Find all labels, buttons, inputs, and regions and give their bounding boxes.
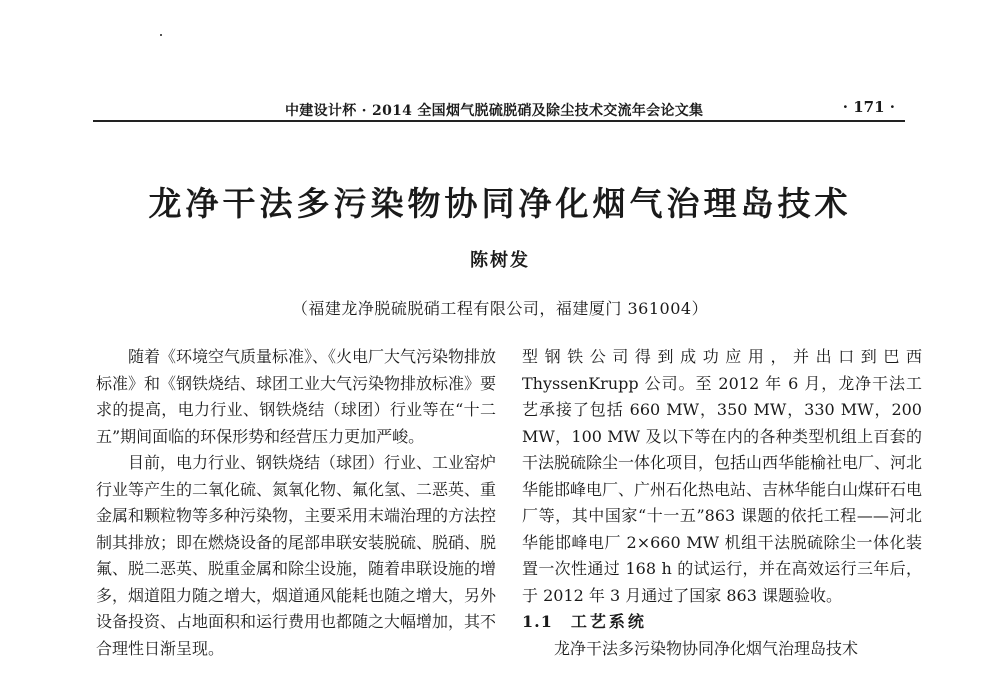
body-paragraph-start: 龙净干法多污染物协同净化烟气治理岛技术 (554, 638, 859, 658)
section-heading (522, 609, 922, 636)
affiliation: （福建龙净脱硫脱硝工程有限公司，福建厦门 361004） (291, 299, 709, 318)
scan-speck (160, 34, 162, 36)
body-paragraph: 目前，电力行业、钢铁烧结（球团）行业、工业窑炉行业等产生的二氧化硫、氮氧化物、氟化氢、二恶英、重金属和颗粒物等多种污染物，主要采用末端治理的方法控制其排放；即在燃烧设备的尾部串联安装脱硫、脱硝、脱氟、脱二恶英、脱重金属和除尘设施，随着串联设施的增多，烟道阻力随之增大，烟道通风能耗也随之增大，另外设备投资、占地面积和运行费用也都随之大幅增加，其不合理性日渐呈现。 (96, 453, 497, 658)
section-title: 工艺系统 (570, 612, 647, 631)
section-number: 1.1 (522, 612, 553, 631)
running-title: 中建设计杯 · 2014 全国烟气脱硫脱硝及除尘技术交流年会论文集 (285, 103, 704, 119)
article-title: 龙净干法多污染物协同净化烟气治理岛技术 (148, 184, 852, 223)
body-paragraph: 型钢铁公司得到成功应用，并出口到巴西 ThyssenKrupp 公司。至 2012 年 6 月，龙净干法工艺承接了包括 660 MW，350 MW，330 MW，200 MW，100 MW 及以下等在内的各种类型机组上百套的干法脱硫除尘一体化项目，包括山西华能榆社电厂、河北华能邯峰电厂、广州石化热电站、吉林华能白山煤矸石电厂等，其中国家“十一五”863 课题的依托工程——河北华能邯峰电厂 2×660 MW 机组干法脱硫除尘一体化装置一次性通过 168 h 的试运行，并在高效运行三年后，于 2012 年 3 月通过了国家 863 课题验收。 (522, 347, 923, 605)
page-number: · 171 · (842, 98, 895, 116)
author: 陈树发 (470, 250, 530, 271)
left-column (96, 344, 496, 662)
header-rule (93, 120, 905, 122)
running-header (93, 96, 905, 122)
right-column (522, 344, 922, 662)
body-paragraph: 随着《环境空气质量标准》、《火电厂大气污染物排放标准》和《钢铁烧结、球团工业大气污染物排放标准》要求的提高，电力行业、钢铁烧结（球团）行业等在“十二五”期间面临的环保形势和经营压力更加严峻。 (96, 347, 497, 446)
